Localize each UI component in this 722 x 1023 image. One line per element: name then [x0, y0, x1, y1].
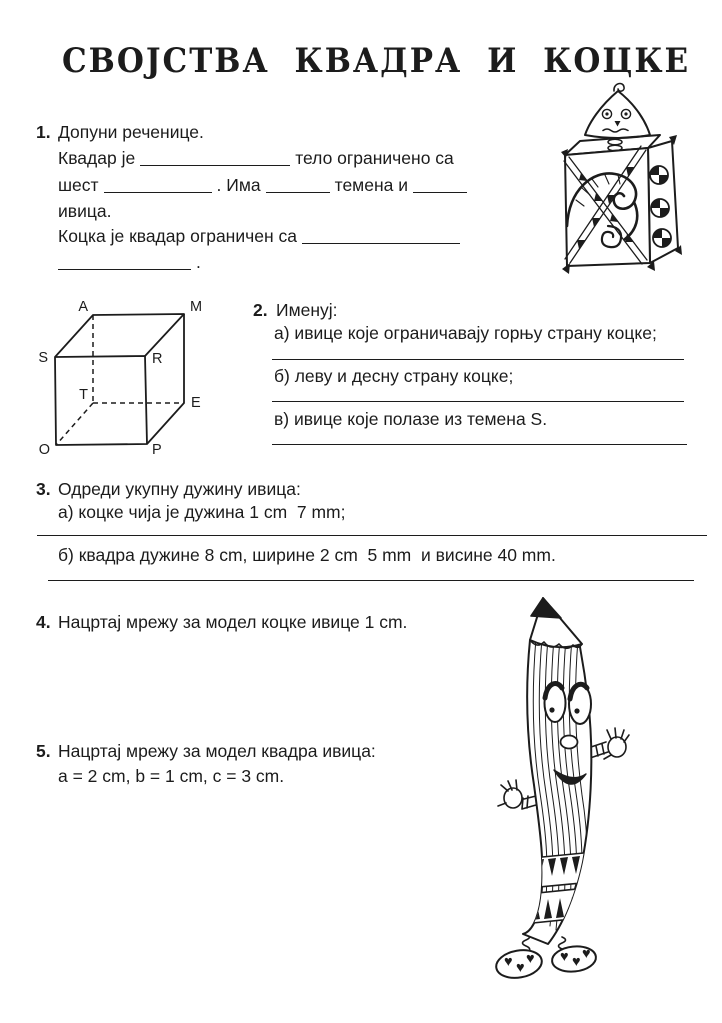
q3-intro: Одреди укупну дужину ивица:	[58, 479, 301, 499]
svg-text:♥: ♥	[572, 954, 581, 970]
fill-blank	[302, 228, 460, 244]
jack-hat-curl-icon	[614, 84, 624, 92]
q1-line4-text: Коцка је квадар ограничен са	[58, 226, 297, 246]
q4-number: 4.	[36, 612, 51, 632]
svg-text:♥: ♥	[560, 949, 569, 965]
q2-item-b: б) леву и десну страну коцке;	[274, 366, 514, 386]
cube-vertex-label-o: O	[38, 442, 50, 458]
svg-text:♥: ♥	[516, 960, 525, 976]
q1-line2-c: темена и	[334, 175, 408, 195]
fill-blank	[140, 150, 290, 166]
q2-intro: Именуј:	[276, 300, 338, 320]
q1-line1	[58, 148, 454, 169]
q2-item-a: а) ивице које ограничавају горњу страну коцке;	[274, 323, 657, 343]
answer-line	[272, 401, 684, 402]
answer-line	[272, 359, 684, 360]
pencil-character-illustration	[478, 590, 722, 1002]
cube-vertex-label-t: T	[79, 387, 88, 403]
q1-number: 1.	[36, 122, 51, 142]
svg-text:♥: ♥	[582, 946, 591, 962]
q1-line4	[58, 226, 465, 247]
q3-item-a: а) коцке чија је дужина 1 cm 7 mm;	[58, 502, 346, 522]
q1-line3: ивица.	[58, 201, 112, 221]
pencil-nose	[561, 736, 578, 749]
answer-line	[37, 535, 707, 536]
answer-line	[272, 444, 687, 445]
q5-text: Нацртај мрежу за модел квадра ивица:	[58, 741, 376, 761]
q3-item-b: б) квадра дужине 8 cm, ширине 2 cm 5 mm и висине 40 mm.	[58, 545, 556, 565]
cube-front-face	[55, 356, 147, 445]
q1-line2	[58, 175, 472, 196]
cube-vertex-label-a: A	[78, 299, 88, 315]
q1-line1-post: тело ограничено са	[295, 148, 454, 168]
jack-in-the-box-illustration	[548, 78, 716, 290]
cube-vertex-label-m: M	[190, 299, 203, 315]
answer-line	[48, 580, 694, 581]
pencil-lead-tip	[531, 598, 561, 618]
q5-number: 5.	[36, 741, 51, 761]
fill-blank	[266, 177, 330, 193]
q3-number: 3.	[36, 479, 51, 499]
svg-text:♥: ♥	[526, 951, 535, 967]
q4-text: Нацртај мрежу за модел коцке ивице 1 cm.	[58, 612, 408, 632]
q5-dimensions: a = 2 cm, b = 1 cm, c = 3 cm.	[58, 766, 285, 786]
q1-intro: Допуни реченице.	[58, 122, 204, 142]
q1-line2-b: . Има	[216, 175, 261, 195]
cube-vertex-label-p: P	[152, 442, 162, 458]
cube-vertex-label-s: S	[38, 350, 48, 366]
q1-line5	[58, 252, 201, 273]
q2-number: 2.	[253, 300, 268, 320]
svg-text:♥: ♥	[504, 954, 513, 970]
fill-blank	[104, 177, 212, 193]
fill-blank	[413, 177, 467, 193]
fill-blank	[58, 254, 191, 270]
q1-line1-pre: Квадар је	[58, 148, 136, 168]
cube-diagram	[30, 293, 230, 465]
page-title: СВОЈСТВА КВАДРА И КОЦКЕ	[62, 42, 691, 81]
q1-line5-period: .	[196, 252, 201, 272]
cube-vertex-label-r: R	[152, 351, 163, 367]
q2-item-c: в) ивице које полазе из темена S.	[274, 409, 548, 429]
cube-vertex-label-e: E	[191, 395, 201, 411]
q1-line2-a: шест	[58, 175, 99, 195]
cube-top-face	[55, 314, 184, 357]
